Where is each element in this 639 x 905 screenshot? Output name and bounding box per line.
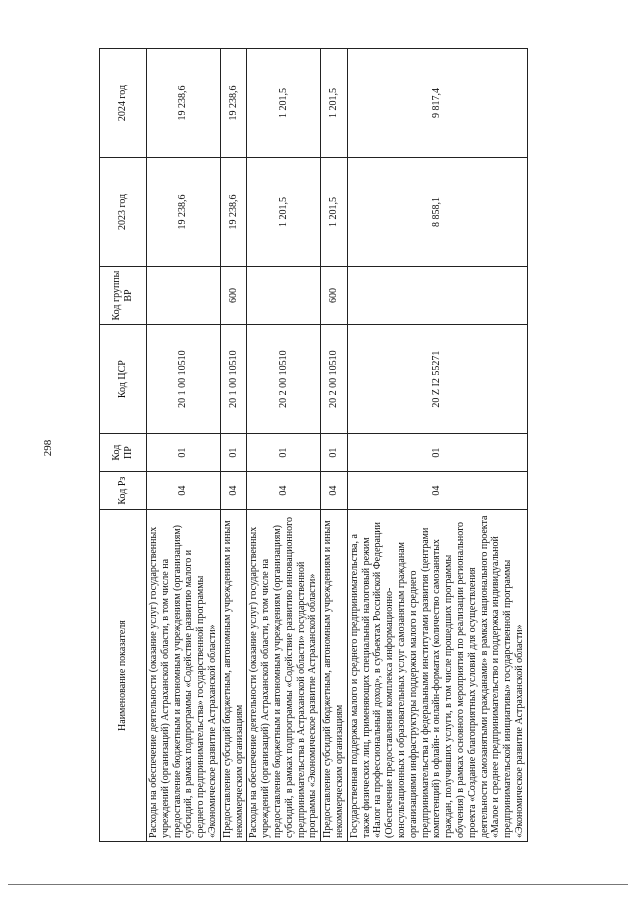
row-pr: 01: [347, 434, 527, 472]
row-vr: 600: [321, 266, 348, 324]
row-2023: 19 238,6: [147, 157, 221, 266]
row-pr: 01: [321, 434, 348, 472]
row-name: Расходы на обеспечение деятельности (оказание услуг) государственных учреждений (организаций) Астраханской области, в том числе на предоставление бюджетным и автономным учреждениям (организациям) субсидий, в рамках подпрограммы «Содействие развитию инновационного предпринимательства в Астраханской области» государственной программы «Экономическое развитие Астраханской области»: [247, 510, 321, 842]
row-2023: 19 238,6: [220, 157, 247, 266]
row-2024: 1 201,5: [247, 49, 321, 158]
table-row: [347, 49, 527, 842]
row-name: Предоставление субсидий бюджетным, автономным учреждениям и иным некоммерческим организациям: [321, 510, 348, 842]
row-csr: 20 2 00 10510: [321, 325, 348, 434]
row-csr: 20 1 00 10510: [220, 325, 247, 434]
row-csr: 20 1 00 10510: [147, 325, 221, 434]
bottom-rule: [8, 884, 628, 885]
budget-table: [99, 48, 528, 842]
header-2023: 2023 год: [100, 157, 147, 266]
header-csr: Код ЦСР: [100, 325, 147, 434]
header-vr: Код группы ВР: [100, 266, 147, 324]
row-csr: 20 2 00 10510: [247, 325, 321, 434]
header-rz: Код Рз: [100, 472, 147, 510]
row-2024: 1 201,5: [321, 49, 348, 158]
row-2024: 9 817,4: [347, 49, 527, 158]
header-name: Наименование показателя: [100, 510, 147, 842]
table-row: [321, 49, 348, 842]
row-rz: 04: [347, 472, 527, 510]
header-2024: 2024 год: [100, 49, 147, 158]
row-pr: 01: [247, 434, 321, 472]
row-rz: 04: [247, 472, 321, 510]
row-vr: [247, 266, 321, 324]
row-csr: 20 Z I2 55271: [347, 325, 527, 434]
row-rz: 04: [321, 472, 348, 510]
row-name: Расходы на обеспечение деятельности (оказание услуг) государственных учреждений (организаций) Астраханской области, в том числе на предоставление бюджетным и автономным учреждениям (организациям) субсидий, в рамках подпрограммы «Содействие развитию малого и среднего предпринимательства» государственной программы «Экономическое развитие Астраханской области»: [147, 510, 221, 842]
header-pr: Код ПР: [100, 434, 147, 472]
table-header-row: [100, 49, 147, 842]
table-row: [147, 49, 221, 842]
table-row: [247, 49, 321, 842]
row-2023: 1 201,5: [321, 157, 348, 266]
row-name: Предоставление субсидий бюджетным, автономным учреждениям и иным некоммерческим организациям: [220, 510, 247, 842]
page-number: 298: [42, 439, 54, 457]
row-pr: 01: [220, 434, 247, 472]
table-row: [220, 49, 247, 842]
row-rz: 04: [220, 472, 247, 510]
row-vr: 600: [220, 266, 247, 324]
row-pr: 01: [147, 434, 221, 472]
row-2024: 19 238,6: [147, 49, 221, 158]
row-2023: 1 201,5: [247, 157, 321, 266]
rotated-table-container: [99, 48, 599, 842]
row-vr: [347, 266, 527, 324]
row-name: Государственная поддержка малого и среднего предпринимательства, а также физических лиц, применяющих специальный налоговый режим «Налог на профессиональный доход», в субъектах Российской Федерации (Обеспечение предоставления комплекса информационно-консультационных и образовательных услуг самозанятым гражданам организациями инфраструктуры поддержки малого и среднего предпринимательства и федеральными институтами развития (центрами компетенций) в офлайн- и онлайн-форматах (количество самозанятых граждан, получивших услуги, в том числе прошедших программы обучения) в рамках основного мероприятия по реализации регионального проекта «Создание благоприятных условий для осуществления деятельности самозанятыми гражданами» в рамках национального проекта «Малое и среднее предпринимательство и поддержка индивидуальной предпринимательской инициативы» государственной программы «Экономическое развитие Астраханской области»: [347, 510, 527, 842]
row-rz: 04: [147, 472, 221, 510]
row-2024: 19 238,6: [220, 49, 247, 158]
row-2023: 8 858,1: [347, 157, 527, 266]
row-vr: [147, 266, 221, 324]
